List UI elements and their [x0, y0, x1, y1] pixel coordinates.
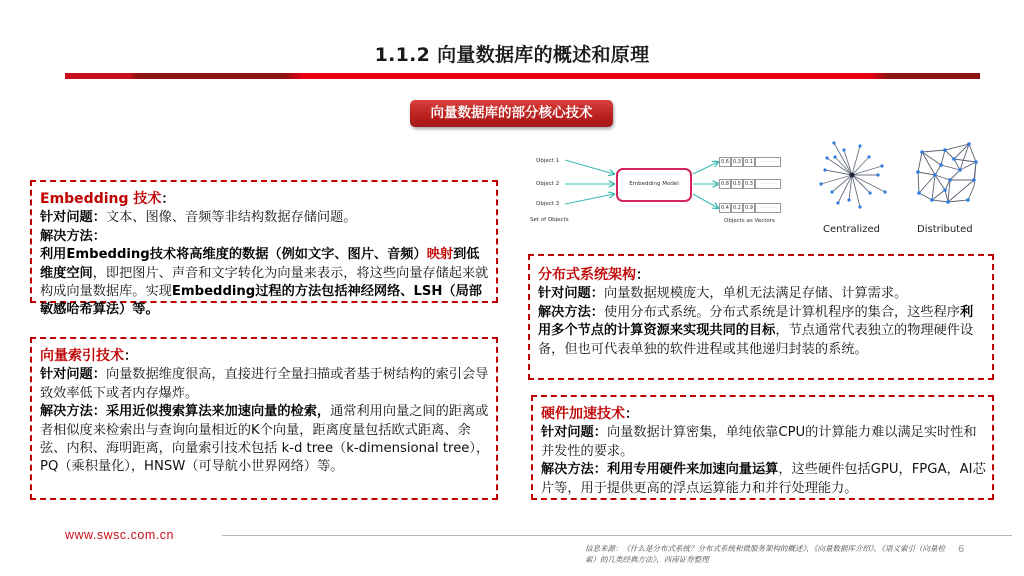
distributed-solution — [538, 304, 986, 359]
index-heading — [40, 347, 490, 366]
vector-cell: - - - - - — [755, 179, 781, 189]
vector-cell: 0.4 — [719, 203, 731, 213]
problem-label: 针对问题： — [541, 425, 607, 441]
problem-label: 针对问题： — [40, 210, 106, 226]
vector-index-box — [30, 337, 498, 500]
vector-cell: 0.3 — [731, 157, 743, 167]
solution-label: 解决方法： — [40, 404, 106, 420]
problem-text: 向量数据计算密集，单纯依靠CPU的计算能力难以满足实时性和并发性的要求。 — [541, 425, 977, 459]
vector-row — [719, 203, 781, 213]
objects-caption: Set of Objects — [530, 217, 569, 223]
centralized-network-icon — [812, 135, 902, 215]
embedding-tech-box — [30, 180, 498, 318]
object-label: Object 2 — [536, 181, 560, 187]
footer-divider — [222, 535, 1012, 536]
vector-cell: 0.5 — [731, 179, 743, 189]
solution-label: 解决方法： — [40, 228, 106, 244]
solution-text: ，这些硬件包括GPU，FPGA，AI芯片等，用于提供更高的浮点运算能力和并行处理能力。 — [541, 462, 986, 496]
section-badge: 向量数据库的部分核心技术 — [410, 100, 613, 127]
solution-text: ，即把图片、声音和文字转化为向量来表示，将这些向量存储起来就构成向量数据库。实现 — [40, 265, 489, 300]
solution-label: 解决方法： — [541, 462, 607, 478]
problem-text: 文本、图像、音频等非结构数据存储问题。 — [105, 210, 357, 226]
solution-bold: 到低维度空间 — [40, 247, 480, 281]
solution-text: 通常利用向量之间的距离或者相似度来检索出与查询向量相近的K个向量，距离度量包括欧式距离、余弦、内积、海明距离，向量索引技术包括 k-d tree（k-dimensional tree），PQ（乘积量化），HNSW（可导航小世界网络）等。 — [40, 404, 490, 475]
solution-bold: 利用Embedding技术将高维度的数据（例如文字、图片、音频） — [40, 247, 427, 263]
heading-text: 分布式系统架构 — [538, 267, 636, 283]
vector-cell: - - - - - — [755, 157, 781, 167]
hardware-acceleration-box — [531, 395, 994, 500]
embedding-heading — [40, 190, 490, 209]
distributed-problem — [538, 285, 986, 303]
distributed-network-icon — [912, 140, 992, 210]
problem-label: 针对问题： — [40, 367, 106, 383]
problem-text: 向量数据维度很高，直接进行全量扫描或者基于树结构的索引会导致效率低下或者内存爆炸。 — [40, 367, 489, 401]
heading-text: Embedding 技术 — [40, 191, 162, 207]
hardware-problem — [541, 424, 986, 461]
vector-cell: 0.2 — [731, 203, 743, 213]
heading-text: 向量索引技术 — [40, 348, 124, 364]
vector-cell: 0.1 — [743, 157, 755, 167]
solution-bold: Embedding过程的方法包括神经网络、LSH（局部敏感哈希算法）等。 — [40, 284, 482, 318]
centralized-label: Centralized — [823, 224, 880, 235]
title-divider-bar — [65, 73, 980, 79]
vector-row — [719, 157, 781, 167]
vector-cell: - - - - - — [755, 203, 781, 213]
embedding-problem — [40, 209, 490, 227]
index-problem — [40, 366, 490, 403]
object-label: Object 3 — [536, 201, 560, 207]
solution-bold: 采用近似搜索算法来加速向量的检索， — [105, 404, 331, 420]
page-number: 6 — [958, 544, 965, 555]
index-solution — [40, 403, 490, 477]
distributed-label: Distributed — [917, 224, 973, 235]
solution-text: 使用分布式系统。分布式系统是计算机程序的集合，这些程序 — [603, 304, 960, 320]
solution-bold: 利用多个节点的计算资源来实现共同的目标 — [538, 304, 974, 339]
heading-text: 硬件加速技术 — [541, 406, 625, 422]
page-title: 1.1.2 向量数据库的概述和原理 — [374, 44, 650, 66]
solution-label: 解决方法： — [538, 304, 604, 320]
vector-cell: 0.3 — [743, 179, 755, 189]
problem-text: 向量数据规模庞大，单机无法满足存储、计算需求。 — [603, 286, 908, 302]
website-link[interactable]: www.swsc.com.cn — [65, 528, 174, 542]
vector-cell: 0.9 — [743, 203, 755, 213]
solution-bold: 利用专用硬件来加速向量运算 — [606, 462, 779, 478]
distributed-heading — [538, 266, 986, 285]
vector-cell: 0.8 — [719, 179, 731, 189]
hardware-solution — [541, 461, 986, 498]
embedding-diagram — [525, 148, 785, 228]
problem-label: 针对问题： — [538, 286, 604, 302]
heading-colon: ： — [636, 268, 650, 283]
vector-cell: 0.6 — [719, 157, 731, 167]
embedding-solution — [40, 228, 490, 320]
heading-colon: ： — [161, 192, 175, 207]
hardware-heading — [541, 405, 986, 424]
solution-text: ，节点通常代表独立的物理硬件设备，但也可代表单独的软件进程或其他递归封装的系统。 — [538, 323, 974, 357]
source-note: 信息来源：《什么是分布式系统？分布式系统和微服务架构的概述》，《向量数据库介绍》，《语义索引（向量检索）的几类经典方法》，西南证券整理 — [585, 544, 945, 564]
solution-highlight: 映射 — [426, 247, 454, 263]
vector-row — [719, 179, 781, 189]
embedding-model-box: Embedding Model — [616, 168, 692, 202]
heading-colon: ： — [124, 349, 138, 364]
heading-colon: ： — [625, 407, 639, 422]
vectors-caption: Objects as Vectors — [724, 218, 775, 224]
distributed-system-box — [528, 254, 994, 380]
object-label: Object 1 — [536, 158, 560, 164]
